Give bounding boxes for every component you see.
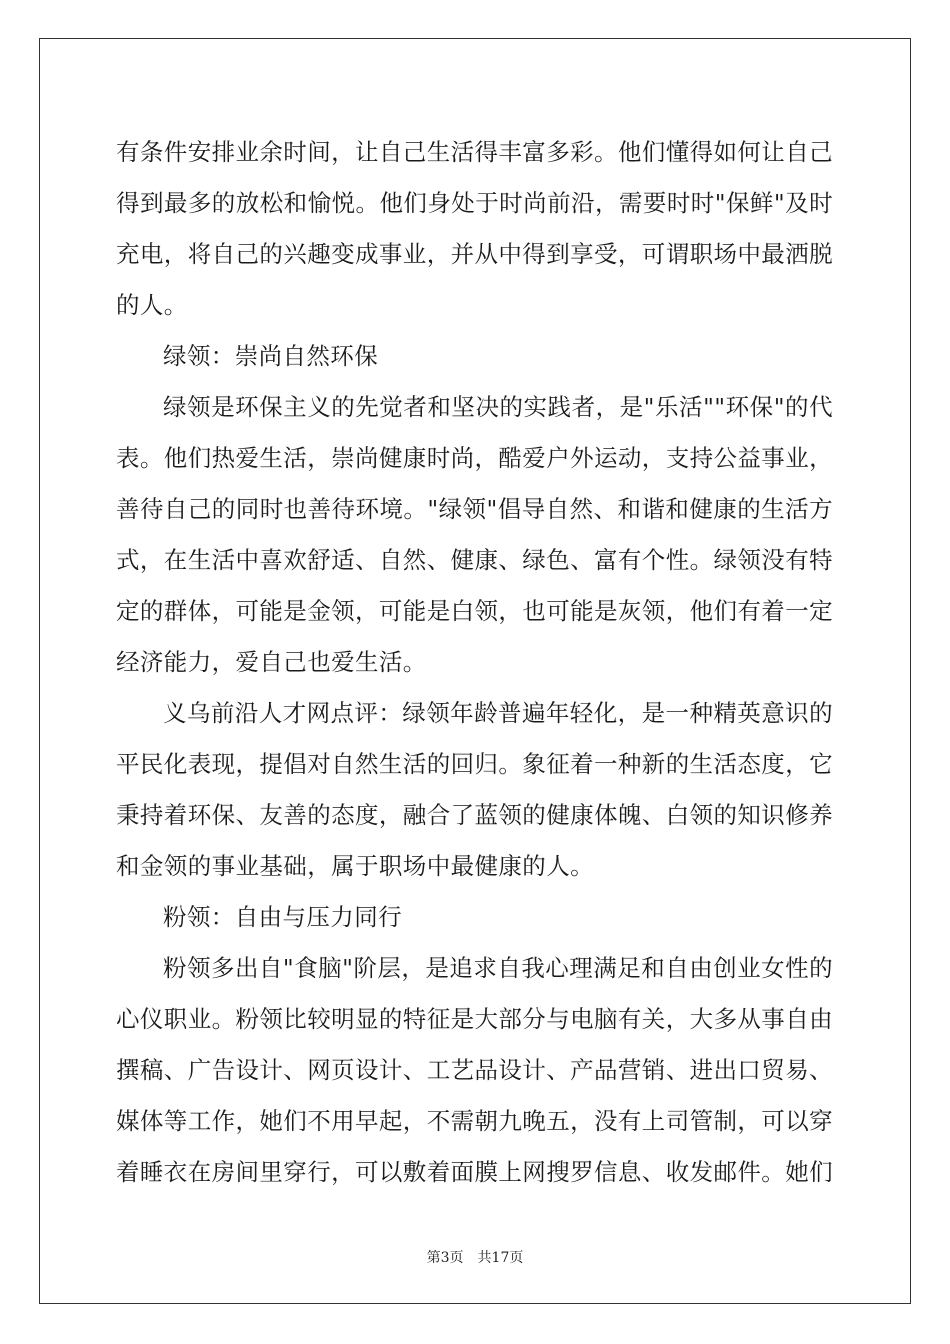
text-line: 心仪职业。粉领比较明显的特征是大部分与电脑有关，大多从事自由	[116, 1005, 833, 1033]
text-line: 表。他们热爱生活，崇尚健康时尚，酷爱户外运动，支持公益事业，	[116, 444, 833, 472]
text-line: 有条件安排业余时间，让自己生活得丰富多彩。他们懂得如何让自己	[116, 138, 833, 166]
text-line: 义乌前沿人才网点评：绿领年龄普遍年轻化，是一种精英意识的	[163, 699, 833, 727]
section-heading: 绿领：崇尚自然环保	[163, 342, 379, 370]
text-line: 得到最多的放松和愉悦。他们身处于时尚前沿，需要时时"保鲜"及时	[116, 189, 833, 217]
text-line: 绿领是环保主义的先觉者和坚决的实践者，是"乐活""环保"的代	[163, 393, 833, 421]
text-line: 和金领的事业基础，属于职场中最健康的人。	[116, 852, 594, 880]
document-body	[116, 127, 833, 1198]
text-line: 平民化表现，提倡对自然生活的回归。象征着一种新的生活态度，它	[116, 750, 833, 778]
text-line: 善待自己的同时也善待环境。"绿领"倡导自然、和谐和健康的生活方	[116, 495, 833, 523]
text-line: 式，在生活中喜欢舒适、自然、健康、绿色、富有个性。绿领没有特	[116, 546, 833, 574]
text-line: 着睡衣在房间里穿行，可以敷着面膜上网搜罗信息、收发邮件。她们	[116, 1158, 833, 1186]
text-line: 秉持着环保、友善的态度，融合了蓝领的健康体魄、白领的知识修养	[116, 801, 833, 829]
text-line: 撰稿、广告设计、网页设计、工艺品设计、产品营销、进出口贸易、	[116, 1056, 833, 1084]
text-line: 经济能力，爱自己也爱生活。	[116, 648, 427, 676]
text-line: 定的群体，可能是金领，可能是白领，也可能是灰领，他们有着一定	[116, 597, 833, 625]
section-heading: 粉领：自由与压力同行	[163, 903, 402, 931]
page-number: 第3页	[426, 1250, 464, 1266]
text-line: 粉领多出自"食脑"阶层，是追求自我心理满足和自由创业女性的	[163, 954, 833, 982]
text-line: 充电，将自己的兴趣变成事业，并从中得到享受，可谓职场中最洒脱	[116, 240, 833, 268]
page-total: 共17页	[477, 1250, 524, 1266]
page-footer	[0, 1247, 950, 1267]
text-line: 媒体等工作，她们不用早起，不需朝九晚五，没有上司管制，可以穿	[116, 1107, 833, 1135]
text-line: 的人。	[116, 291, 188, 319]
